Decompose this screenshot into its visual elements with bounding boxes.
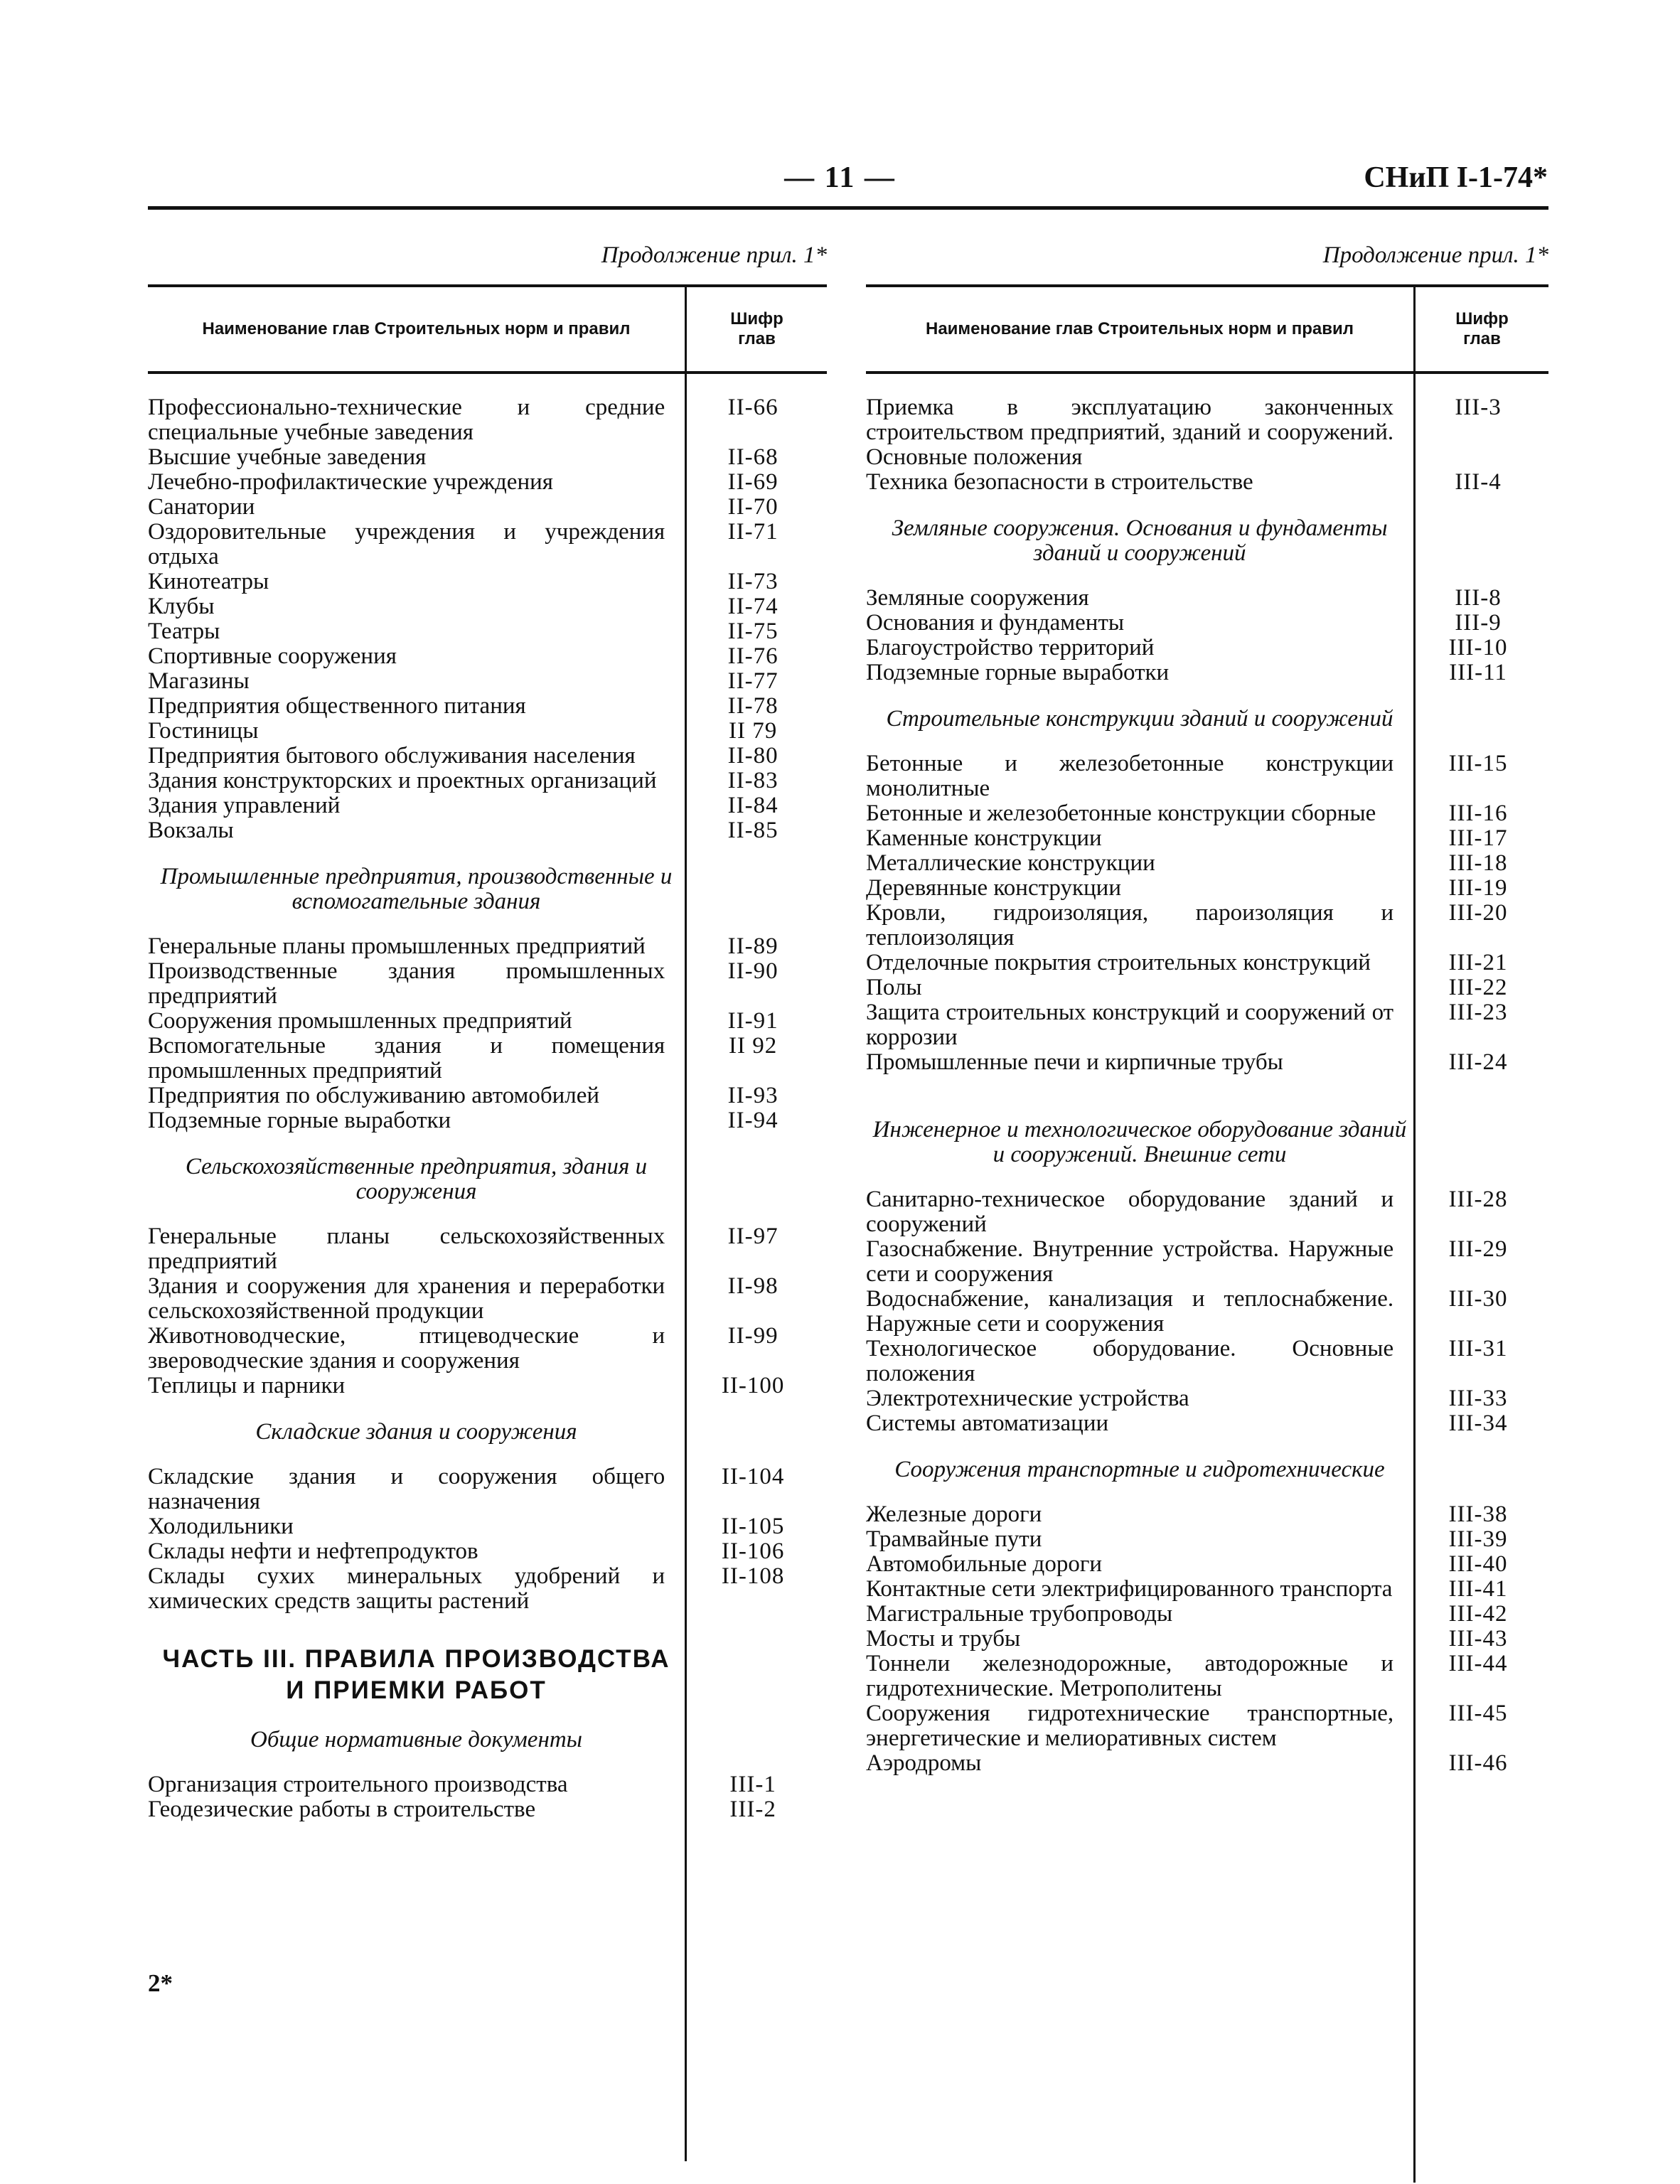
chapter-name: Предприятия общественного питания: [148, 693, 526, 719]
chapter-code: II-83: [727, 768, 779, 793]
table-row: [866, 1502, 1548, 1527]
chapter-code: III-11: [1449, 660, 1507, 685]
part-title-line1: ЧАСТЬ III. ПРАВИЛА ПРОИЗВОДСТВА: [162, 1645, 670, 1673]
rows-group: [866, 395, 1548, 495]
chapter-name: Организация строительного производства: [148, 1772, 568, 1797]
chapter-name: Предприятия по обслуживанию автомобилей: [148, 1083, 600, 1108]
chapter-name: Склады сухих минеральных удобрений и химических средств защиты растений: [148, 1563, 665, 1614]
table-row: [866, 1627, 1548, 1652]
table-row: [148, 1009, 827, 1034]
chapter-code: III-31: [1448, 1336, 1508, 1361]
chapter-name: Трамвайные пути: [866, 1526, 1042, 1552]
table-row: [866, 586, 1548, 611]
chapter-name: Магистральные трубопроводы: [866, 1601, 1173, 1627]
chapter-name: Генеральные планы промышленных предприятий: [148, 933, 646, 959]
chapter-name: Земляные сооружения: [866, 585, 1089, 611]
table-row: [148, 1034, 827, 1083]
chapter-code: II-75: [727, 619, 779, 644]
chapter-code: III-39: [1448, 1526, 1508, 1552]
chapter-name: Спортивные сооружения: [148, 643, 397, 669]
chapter-name: Клубы: [148, 594, 215, 619]
chapter-code: II-69: [727, 469, 779, 495]
code-header-line2: глав: [738, 329, 776, 348]
rows-group: [866, 751, 1548, 1075]
section-heading: Сооружения транспортные и гидротехнические: [894, 1457, 1385, 1482]
chapter-name: Оздоровительные учреждения и учреждения отдыха: [148, 519, 665, 569]
chapter-name: Техника безопасности в строительстве: [866, 469, 1253, 495]
chapter-name: Животноводческие, птицеводческие и звероводческие здания и сооружения: [148, 1323, 665, 1374]
table-row: [148, 694, 827, 719]
table-row: [148, 769, 827, 793]
table-row: [866, 660, 1548, 685]
chapter-code: II-98: [727, 1273, 779, 1299]
chapter-code: III-42: [1448, 1601, 1508, 1627]
table-row: [148, 669, 827, 694]
chapter-name: Санитарно-техническое оборудование зданий и сооружений: [866, 1187, 1394, 1237]
chapter-name: Производственные здания промышленных предприятий: [148, 958, 665, 1009]
table-row: [866, 975, 1548, 1000]
chapter-code: III-2: [729, 1797, 776, 1822]
table-row: [866, 1237, 1548, 1287]
chapter-name: Автомобильные дороги: [866, 1551, 1103, 1577]
chapter-name: Гостиницы: [148, 718, 259, 744]
code-header-line1: Шифр: [1455, 309, 1509, 328]
chapter-code: III-45: [1448, 1701, 1508, 1726]
chapter-code: II-80: [727, 743, 779, 769]
chapter-code: III-22: [1448, 975, 1508, 1000]
table-row: [148, 1564, 827, 1614]
column-header-code: [1416, 287, 1548, 371]
chapter-name: Бетонные и железобетонные конструкции монолитные: [866, 751, 1394, 801]
table-row: [148, 1772, 827, 1797]
table-row: [148, 1514, 827, 1539]
chapter-code: III-1: [729, 1772, 776, 1797]
document-code: СНиП I-1-74*: [1364, 161, 1548, 194]
chapter-code: III-20: [1448, 900, 1508, 926]
table-row: [148, 959, 827, 1009]
table-body: [866, 395, 1548, 1776]
chapter-name: Деревянные конструкции: [866, 875, 1121, 901]
chapter-code: III-21: [1448, 950, 1508, 975]
chapter-name: Складские здания и сооружения общего назначения: [148, 1464, 665, 1514]
table-row: [866, 1652, 1548, 1701]
chapter-name: Здания конструкторских и проектных организаций: [148, 768, 657, 793]
chapter-name: Защита строительных конструкций и сооружений от коррозии: [866, 1000, 1394, 1050]
chapter-code: III-34: [1448, 1410, 1508, 1436]
table-row: [866, 826, 1548, 851]
chapter-name: Высшие учебные заведения: [148, 444, 427, 470]
table-row: [866, 876, 1548, 901]
chapter-name: Системы автоматизации: [866, 1410, 1109, 1436]
chapter-name: Благоустройство территорий: [866, 635, 1155, 660]
chapter-name: Генеральные планы сельскохозяйственных предприятий: [148, 1224, 665, 1274]
section-heading: Сельскохозяйственные предприятия, здания и сооружения: [185, 1154, 648, 1204]
chapter-code: II-105: [721, 1514, 785, 1539]
table-row: [866, 1701, 1548, 1751]
table-row: [148, 395, 827, 445]
chapter-code: III-23: [1448, 1000, 1508, 1025]
table-row: [148, 594, 827, 619]
table-row: [148, 793, 827, 818]
chapter-code: II-93: [727, 1083, 779, 1108]
section-heading: Общие нормативные документы: [250, 1727, 582, 1752]
rows-group: [866, 1187, 1548, 1436]
continuation-label: Продолжение прил. 1*: [601, 242, 827, 268]
right-column: [866, 240, 1548, 1776]
chapter-code: III-19: [1448, 875, 1508, 901]
chapter-name: Холодильники: [148, 1514, 294, 1539]
chapter-name: Металлические конструкции: [866, 850, 1155, 876]
chapter-name: Электротехнические устройства: [866, 1386, 1189, 1411]
table-row: [866, 395, 1548, 470]
chapter-name: Подземные горные выработки: [148, 1108, 451, 1133]
table-row: [866, 636, 1548, 660]
chapter-name: Технологическое оборудование. Основные положения: [866, 1336, 1394, 1386]
chapter-code: III-17: [1448, 825, 1508, 851]
table-row: [148, 1083, 827, 1108]
chapter-name: Склады нефти и нефтепродуктов: [148, 1538, 478, 1564]
chapter-name: Лечебно-профилактические учреждения: [148, 469, 553, 495]
table-row: [148, 719, 827, 744]
chapter-name: Геодезические работы в строительстве: [148, 1797, 536, 1822]
chapter-name: Аэродромы: [866, 1750, 982, 1776]
table-row: [866, 1386, 1548, 1411]
table-header: [148, 284, 827, 374]
chapter-name: Здания и сооружения для хранения и переработки сельскохозяйственной продукции: [148, 1273, 665, 1324]
column-header-name: Наименование глав Строительных норм и правил: [202, 319, 631, 338]
table-row: [148, 644, 827, 669]
column-header-name: Наименование глав Строительных норм и правил: [925, 319, 1354, 338]
table-row: [148, 1108, 827, 1133]
part-title: [148, 1644, 685, 1706]
chapter-name: Кинотеатры: [148, 569, 269, 594]
chapter-code: III-9: [1455, 610, 1502, 636]
chapter-code: II-78: [727, 693, 779, 719]
table-body: [148, 395, 827, 1822]
chapter-name: Отделочные покрытия строительных конструкций: [866, 950, 1371, 975]
chapter-code: II-108: [721, 1563, 785, 1589]
chapter-code: III-38: [1448, 1502, 1508, 1527]
chapter-code: III-29: [1448, 1236, 1508, 1262]
table-row: [148, 1374, 827, 1398]
code-header-line2: глав: [1463, 329, 1501, 348]
chapter-name: Мосты и трубы: [866, 1626, 1021, 1652]
rows-group: [148, 1465, 827, 1614]
rows-group: [148, 1772, 827, 1822]
chapter-code: II-68: [727, 444, 779, 470]
left-column: [148, 240, 827, 1822]
table-row: [148, 1274, 827, 1324]
chapter-code: II-104: [721, 1464, 785, 1489]
section-heading: Промышленные предприятия, производственные и вспомогательные здания: [160, 864, 673, 914]
chapter-code: III-41: [1448, 1576, 1508, 1602]
chapter-name: Сооружения гидротехнические транспортные, энергетические и мелиоративных систем: [866, 1701, 1394, 1751]
table-row: [866, 470, 1548, 495]
table-row: [866, 851, 1548, 876]
table-row: [866, 611, 1548, 636]
chapter-name: Бетонные и железобетонные конструкции сборные: [866, 801, 1376, 826]
table-row: [148, 744, 827, 769]
chapter-code: II-91: [727, 1008, 779, 1034]
chapter-name: Теплицы и парники: [148, 1373, 346, 1398]
table-row: [148, 1465, 827, 1514]
chapter-name: Основания и фундаменты: [866, 610, 1125, 636]
table-row: [866, 1751, 1548, 1776]
section-heading: Складские здания и сооружения: [255, 1419, 577, 1445]
chapter-code: III-4: [1455, 469, 1502, 495]
table-row: [866, 1337, 1548, 1386]
chapter-code: II-99: [727, 1323, 779, 1349]
table-row: [148, 1797, 827, 1822]
chapter-name: Магазины: [148, 668, 250, 694]
chapter-name: Тоннели железнодорожные, автодорожные и гидротехнические. Метрополитены: [866, 1651, 1394, 1701]
table-row: [148, 520, 827, 569]
chapter-name: Кровли, гидроизоляция, пароизоляция и теплоизоляция: [866, 900, 1394, 951]
chapter-name: Сооружения промышленных предприятий: [148, 1008, 572, 1034]
table-row: [148, 1539, 827, 1564]
table-row: [866, 1000, 1548, 1050]
chapter-name: Профессионально-технические и средние специальные учебные заведения: [148, 395, 665, 445]
rows-group: [148, 1224, 827, 1398]
table-row: [866, 1287, 1548, 1337]
chapter-name: Вокзалы: [148, 818, 234, 843]
rows-group: [866, 586, 1548, 685]
table-row: [148, 1324, 827, 1374]
table-row: [866, 1602, 1548, 1627]
chapter-code: II-74: [727, 594, 779, 619]
rows-group: [866, 1502, 1548, 1776]
chapter-code: III-44: [1448, 1651, 1508, 1676]
table-row: [148, 619, 827, 644]
table-row: [148, 495, 827, 520]
table-header: [866, 284, 1548, 374]
section-heading: Земляные сооружения. Основания и фундаменты зданий и сооружений: [892, 515, 1388, 566]
chapter-name: Санатории: [148, 494, 255, 520]
column-header-code: [687, 287, 827, 371]
chapter-code: III-33: [1448, 1386, 1508, 1411]
chapter-code: II-100: [721, 1373, 785, 1398]
chapter-code: III-24: [1448, 1049, 1508, 1075]
rows-group: [148, 395, 827, 843]
chapter-name: Газоснабжение. Внутренние устройства. Наружные сети и сооружения: [866, 1236, 1394, 1287]
chapter-code: III-3: [1455, 395, 1502, 420]
chapter-code: III-30: [1448, 1286, 1508, 1312]
chapter-name: Водоснабжение, канализация и теплоснабжение. Наружные сети и сооружения: [866, 1286, 1394, 1337]
table-row: [148, 1224, 827, 1274]
table-row: [148, 818, 827, 843]
chapter-code: III-40: [1448, 1551, 1508, 1577]
section-heading: Инженерное и технологическое оборудование зданий и сооружений. Внешние сети: [872, 1117, 1407, 1167]
chapter-name: Театры: [148, 619, 220, 644]
chapter-name: Вспомогательные здания и помещения промышленных предприятий: [148, 1033, 665, 1083]
chapter-code: II-76: [727, 643, 779, 669]
chapter-name: Контактные сети электрифицированного транспорта: [866, 1576, 1393, 1602]
chapter-code: II-84: [727, 793, 779, 818]
part-title-line2: И ПРИЕМКИ РАБОТ: [286, 1676, 547, 1704]
table-row: [866, 1527, 1548, 1552]
table-row: [148, 445, 827, 470]
chapter-code: III-10: [1448, 635, 1508, 660]
chapter-code: II 79: [728, 718, 778, 744]
chapter-code: II-85: [727, 818, 779, 843]
chapter-code: III-8: [1455, 585, 1502, 611]
header-rule: [148, 206, 1548, 210]
code-header-line1: Шифр: [730, 309, 783, 328]
chapter-code: II-70: [727, 494, 779, 520]
chapter-name: Предприятия бытового обслуживания населения: [148, 743, 636, 769]
table-row: [866, 951, 1548, 975]
chapter-code: II-90: [727, 958, 779, 984]
chapter-name: Промышленные печи и кирпичные трубы: [866, 1049, 1283, 1075]
table-row: [148, 569, 827, 594]
chapter-code: II-89: [727, 933, 779, 959]
table-row: [148, 470, 827, 495]
chapter-code: II 92: [728, 1033, 778, 1059]
chapter-code: II-94: [727, 1108, 779, 1133]
table-row: [866, 751, 1548, 801]
chapter-code: II-66: [727, 395, 779, 420]
table-row: [866, 1411, 1548, 1436]
table-row: [866, 901, 1548, 951]
section-heading: Строительные конструкции зданий и сооружений: [886, 706, 1393, 732]
chapter-code: II-97: [727, 1224, 779, 1249]
table-row: [866, 1577, 1548, 1602]
chapter-name: Полы: [866, 975, 922, 1000]
footer-mark: 2*: [148, 1969, 173, 1997]
table-row: [866, 1187, 1548, 1237]
chapter-name: Железные дороги: [866, 1502, 1042, 1527]
table-row: [866, 801, 1548, 826]
chapter-code: III-46: [1448, 1750, 1508, 1776]
continuation-label: Продолжение прил. 1*: [1322, 242, 1548, 268]
chapter-code: III-28: [1448, 1187, 1508, 1212]
table-row: [148, 934, 827, 959]
table-row: [866, 1050, 1548, 1075]
chapter-code: III-16: [1448, 801, 1508, 826]
chapter-code: III-15: [1448, 751, 1508, 776]
chapter-name: Каменные конструкции: [866, 825, 1102, 851]
chapter-name: Здания управлений: [148, 793, 341, 818]
chapter-name: Приемка в эксплуатацию законченных строительством предприятий, зданий и сооружений. Основные положения: [866, 395, 1394, 470]
chapter-code: II-77: [727, 668, 779, 694]
chapter-code: III-18: [1448, 850, 1508, 876]
chapter-code: II-71: [727, 519, 779, 545]
chapter-code: III-43: [1448, 1626, 1508, 1652]
page-number: — 11 —: [784, 161, 896, 194]
rows-group: [148, 934, 827, 1133]
chapter-name: Подземные горные выработки: [866, 660, 1170, 685]
table-row: [866, 1552, 1548, 1577]
chapter-code: II-73: [727, 569, 779, 594]
chapter-code: II-106: [721, 1538, 785, 1564]
